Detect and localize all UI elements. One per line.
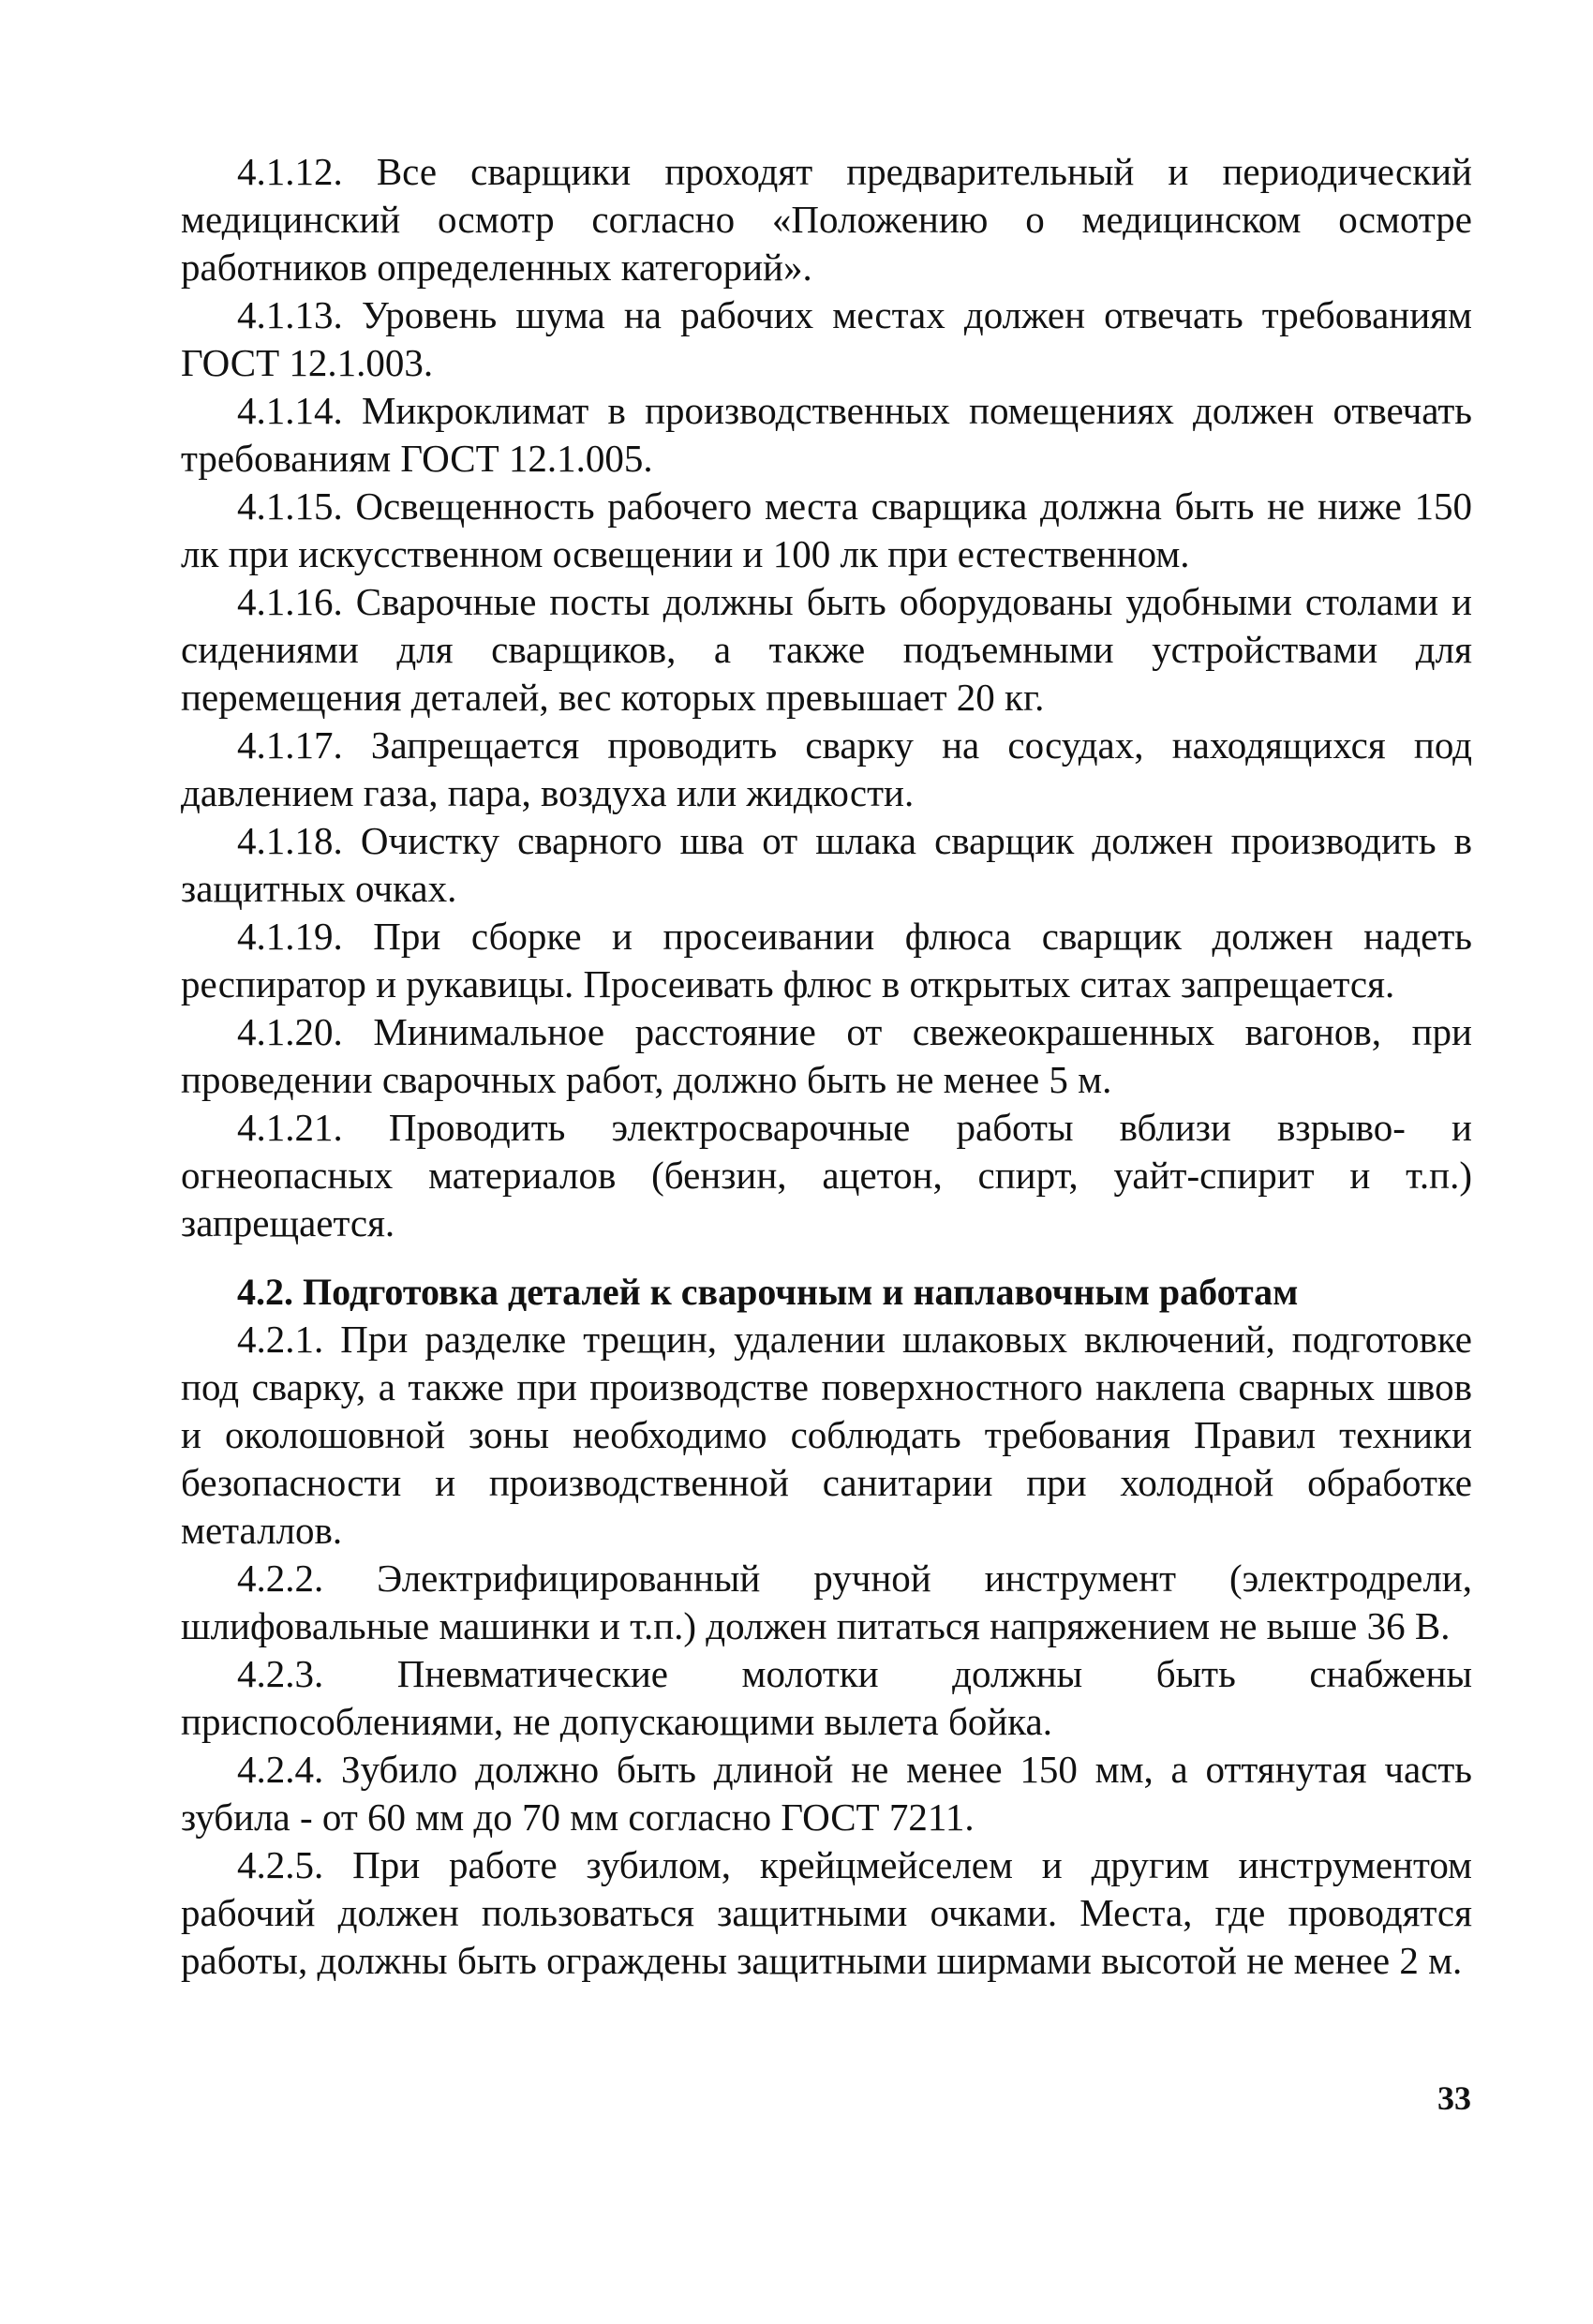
paragraph-4-1-16: 4.1.16. Сварочные посты должны быть оборудованы удобными столами и сидениями для сварщиков, а также подъемными устройствами для перемещения деталей, вес которых превышает 20 кг. <box>181 580 1472 719</box>
paragraph-4-1-18: 4.1.18. Очистку сварного шва от шлака сварщик должен производить в защитных очках. <box>181 819 1472 910</box>
paragraph-4-1-21: 4.1.21. Проводить электросварочные работы вблизи взрыво- и огнеопасных материалов (бензин, ацетон, спирт, уайт-спирит и т.п.) запрещается. <box>181 1106 1472 1244</box>
paragraph-4-1-12: 4.1.12. Все сварщики проходят предварительный и периодический медицинский осмотр согласно «Положению о медицинском осмотре работников определенных категорий». <box>181 150 1472 289</box>
paragraph-4-1-17: 4.1.17. Запрещается проводить сварку на сосудах, находящихся под давлением газа, пара, воздуха или жидкости. <box>181 723 1472 814</box>
paragraph-4-2-4: 4.2.4. Зубило должно быть длиной не менее 150 мм, а оттянутая часть зубила - от 60 мм до 70 мм согласно ГОСТ 7211. <box>181 1748 1472 1839</box>
paragraph-4-2-2: 4.2.2. Электрифицированный ручной инструмент (электродрели, шлифовальные машинки и т.п.) должен питаться напряжением не выше 36 В. <box>181 1557 1472 1647</box>
document-page <box>181 148 1472 1985</box>
paragraph-4-2-3: 4.2.3. Пневматические молотки должны быть снабжены приспособлениями, не допускающими вылета бойка. <box>181 1652 1472 1743</box>
paragraph-4-1-20: 4.1.20. Минимальное расстояние от свежеокрашенных вагонов, при проведении сварочных работ, должно быть не менее 5 м. <box>181 1010 1472 1101</box>
paragraph-4-1-15: 4.1.15. Освещенность рабочего места сварщика должна быть не ниже 150 лк при искусственном освещении и 100 лк при естественном. <box>181 484 1472 575</box>
paragraph-4-1-13: 4.1.13. Уровень шума на рабочих местах должен отвечать требованиям ГОСТ 12.1.003. <box>181 293 1472 384</box>
section-heading-4-2: 4.2. Подготовка деталей к сварочным и наплавочным работам <box>237 1271 1299 1313</box>
paragraph-4-2-1: 4.2.1. При разделке трещин, удалении шлаковых включений, подготовке под сварку, а также при производстве поверхностного наклепа сварных швов и околошовной зоны необходимо соблюдать требования Правил техники безопасности и производственной санитарии при холодной обработке металлов. <box>181 1318 1472 1552</box>
page-number: 33 <box>1437 2079 1471 2117</box>
paragraph-4-1-19: 4.1.19. При сборке и просеивании флюса сварщик должен надеть респиратор и рукавицы. Просеивать флюс в открытых ситах запрещается. <box>181 915 1472 1006</box>
paragraph-4-1-14: 4.1.14. Микроклимат в производственных помещениях должен отвечать требованиям ГОСТ 12.1.005. <box>181 389 1472 480</box>
paragraph-4-2-5: 4.2.5. При работе зубилом, крейцмейселем и другим инструментом рабочий должен пользоваться защитными очками. Места, где проводятся работы, должны быть ограждены защитными ширмами высотой не менее 2 м. <box>181 1843 1472 1982</box>
